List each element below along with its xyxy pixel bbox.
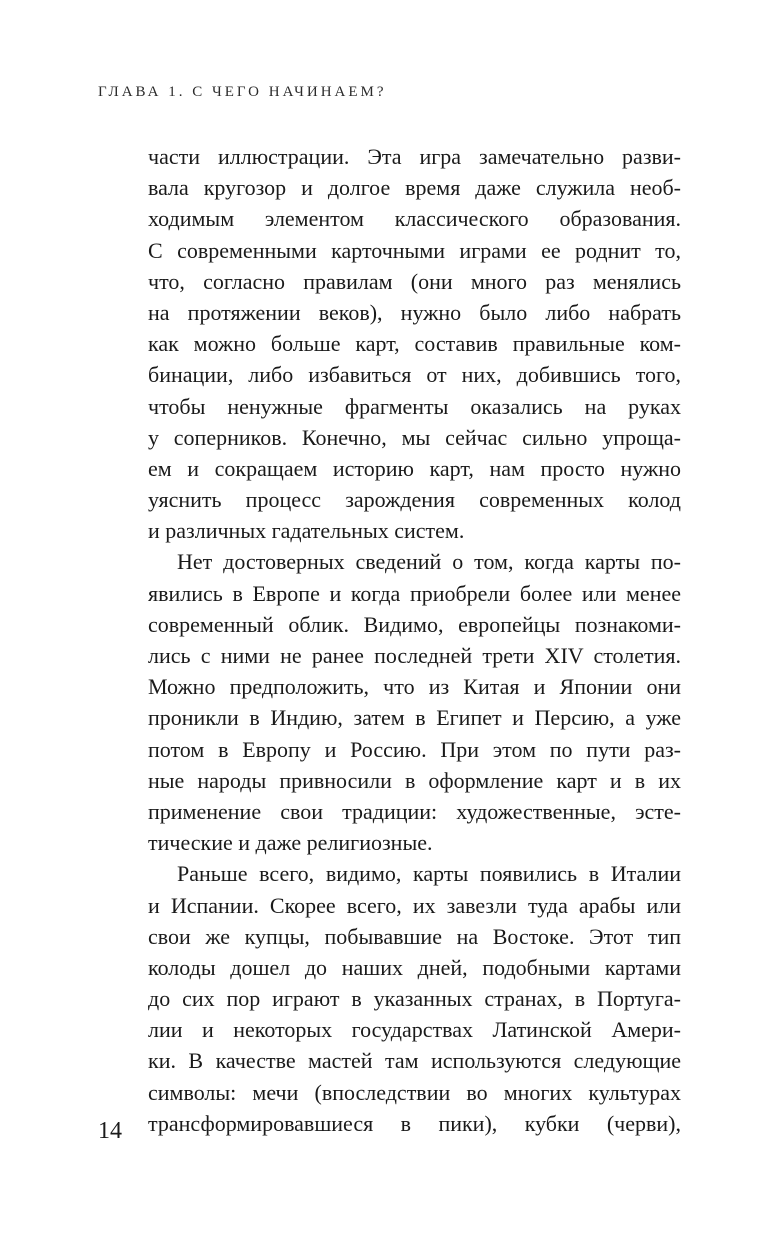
text-line: трансформировавшиеся в пики), кубки (черви),: [148, 1110, 681, 1136]
text-line: бинации, либо избавиться от них, добившись того,: [148, 362, 681, 388]
text-line: Нет достоверных сведений о том, когда карты по-: [177, 549, 681, 575]
text-line: ки. В качестве мастей там используются следующие: [148, 1048, 681, 1074]
text-line: лись с ними не ранее последней трети XIV столетия.: [148, 643, 681, 668]
text-line: на протяжении веков), нужно было либо набрать: [148, 299, 681, 325]
text-line: Можно предположить, что из Китая и Японии они: [148, 674, 681, 700]
text-line: проникли в Индию, затем в Египет и Персию, а уже: [148, 705, 681, 731]
text-line: ем и сокращаем историю карт, нам просто нужно: [148, 455, 681, 481]
text-line: что, согласно правилам (они много раз менялись: [148, 268, 681, 294]
text-line: свои же купцы, побывавшие на Востоке. Этот тип: [148, 923, 681, 949]
text-line: у соперников. Конечно, мы сейчас сильно упроща-: [148, 424, 681, 450]
text-line: уяснить процесс зарождения современных колод: [148, 487, 681, 513]
text-line: символы: мечи (впоследствии во многих культурах: [148, 1079, 681, 1105]
text-line: ные народы привносили в оформление карт и в их: [148, 767, 681, 793]
text-line: и Испании. Скорее всего, их завезли туда арабы или: [148, 892, 681, 918]
text-line: части иллюстрации. Эта игра замечательно разви-: [148, 144, 681, 169]
text-line: Раньше всего, видимо, карты появились в Италии: [177, 861, 681, 887]
running-head: ГЛАВА 1. С ЧЕГО НАЧИНАЕМ?: [98, 84, 387, 100]
page-number: 14: [98, 1118, 122, 1144]
body-text: [148, 141, 681, 1139]
text-line: и различных гадательных систем.: [148, 518, 465, 544]
text-line: С современными карточными играми ее роднит то,: [148, 237, 681, 263]
paragraph: [148, 141, 681, 546]
text-line: как можно больше карт, составив правильные ком-: [148, 331, 681, 357]
paragraph: [148, 546, 681, 858]
text-line: потом в Европу и Россию. При этом по пути раз-: [148, 736, 681, 762]
paragraph: [148, 858, 681, 1139]
text-line: ходимым элементом классического образования.: [148, 206, 681, 232]
text-line: лии и некоторых государствах Латинской Амери-: [148, 1017, 681, 1043]
text-line: колоды дошел до наших дней, подобными картами: [148, 954, 681, 980]
text-line: тические и даже религиозные.: [148, 830, 433, 856]
text-line: чтобы ненужные фрагменты оказались на руках: [148, 393, 681, 419]
text-line: применение свои традиции: художественные, эсте-: [148, 798, 681, 824]
text-line: до сих пор играют в указанных странах, в Португа-: [148, 986, 681, 1012]
text-line: явились в Европе и когда приобрели более или менее: [148, 580, 681, 606]
text-line: вала кругозор и долгое время даже служила необ-: [148, 175, 681, 201]
text-line: современный облик. Видимо, европейцы познакоми-: [148, 611, 681, 637]
